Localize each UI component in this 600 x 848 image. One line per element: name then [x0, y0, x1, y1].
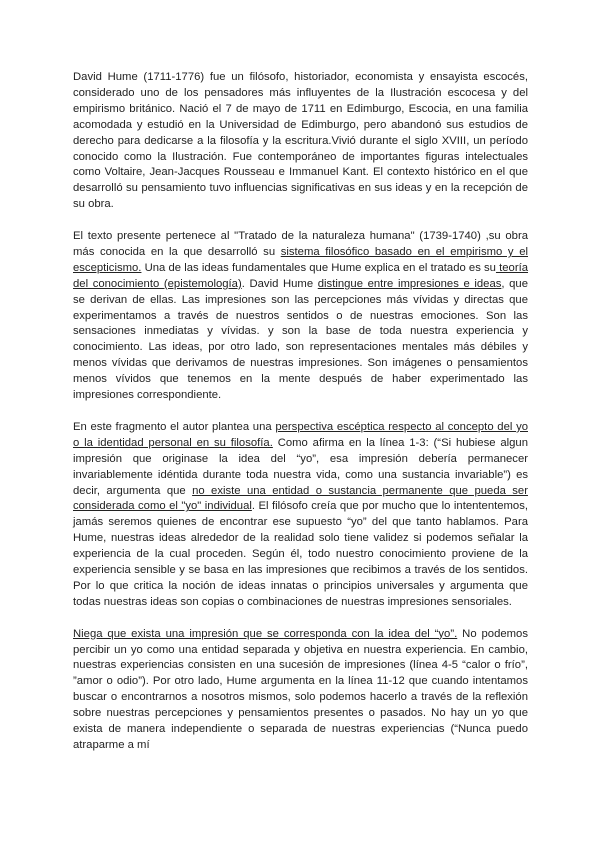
text-run: Como afirma en la línea 1-3: (“Si hubiese algun impresión que originase la idea del “yo”, esa impresión debería permanecer invariablemente idéntida durante toda nuestra vida, como una sustancia invariable”) es decir, argumenta que	[73, 436, 529, 497]
text-run: El texto presente pertenece al "Tratado de la naturaleza humana" (1739-1740) ,su obra más conocida en la que desarrolló su	[73, 230, 528, 258]
paragraph-biography	[73, 70, 528, 213]
underlined-phrase: perspectiva escéptica respecto al concepto del yo o la identidad personal en su filosofía.	[73, 420, 528, 449]
document-page	[73, 70, 528, 770]
text-run: Una de las ideas fundamentales que Hume explica en el tratado es su	[141, 261, 496, 274]
text-run: David Hume (1711-1776) fue un filósofo, historiador, economista y ensayista escocés, considerado uno de los pensadores más influyentes de la Ilustración escocesa y del empirismo británico. Nació el 7 de mayo de 1711 en Edimburgo, Escocia, en una familia acomodada y estudió en la Universidad de Edimburgo, pero abandonó sus estudios de derecho para dedicarse a la filosofía y la escritura.Vivió durante el siglo XVIII, un período conocido como la Ilustración. Fue contemporáneo de importantes figuras intelectuales como Voltaire, Jean-Jacques Rousseau e Immanuel Kant. El contexto histórico en el que desarrolló su pensamiento tuvo influencias significativas en sus ideas y en la recepción de su obra.	[73, 71, 528, 211]
paragraph-treatise	[73, 229, 528, 404]
paragraph-fragment	[73, 420, 528, 611]
underlined-phrase: Niega que exista una impresión que se corresponda con la idea del “yo”.	[73, 627, 458, 640]
underlined-phrase: no existe una entidad o sustancia permanente que pueda ser considerada como el "yo" individual	[73, 484, 528, 513]
paragraph-negation	[73, 627, 528, 754]
underlined-phrase: distingue entre impresiones e ideas	[317, 277, 502, 290]
text-run: , que se derivan de ellas. Las impresiones son las percepciones más vívidas y directas que experimentamos a través de nuestros sentidos o de nuestras emociones. Son las sensaciones inmediatas y vívidas. y son la base de toda nuestra experiencia y conocimiento. Las ideas, por otro lado, son representaciones mentales más débiles y menos vívidas que derivamos de nuestras impresiones. Son imágenes o pensamientos menos vívidos que tenemos en la mente después de haber experimentado las impresiones correspondiente.	[73, 277, 528, 402]
underlined-phrase: sistema filosófico basado en el empirismo y el escepticismo.	[73, 245, 528, 274]
text-run: . David Hume	[241, 277, 318, 290]
text-run: No podemos percibir un yo como una entidad separada y objetiva en nuestra experiencia. En cambio, nuestras experiencias consisten en una sucesión de impresiones (línea 4-5 “calor o frío”, ”amor o odio”). Por otro lado, Hume argumenta en la línea 11-12 que cuando intentamos buscar o encontrarnos a nosotros mismos, solo podemos hacerlo a través de la reflexión sobre nuestras percepciones y pensamientos presentes o pasados. No hay un yo que exista de manera independiente o separada de nuestras experiencias (“Nunca puedo atraparme a mí	[73, 627, 528, 752]
underlined-phrase: teoría del conocimiento (epistemología)	[73, 261, 529, 290]
text-run: . El filósofo creía que por mucho que lo intententemos, jamás seremos quienes de encontrar ese supuesto “yo” del que tanto hablamos. Para Hume, nuestras ideas alrededor de la realidad solo tiene validez si podemos señalar la experiencia de la cual proceden. Según él, todo nuestro conocimiento proviene de la experiencia sensible y se basa en las impresiones que recibimos a través de los sentidos. Por lo que critica la noción de ideas innatas o principios universales y argumenta que todas nuestras ideas son copias o combinaciones de nuestras impresiones sensoriales.	[73, 500, 528, 608]
text-run: En este fragmento el autor plantea una	[73, 420, 276, 433]
